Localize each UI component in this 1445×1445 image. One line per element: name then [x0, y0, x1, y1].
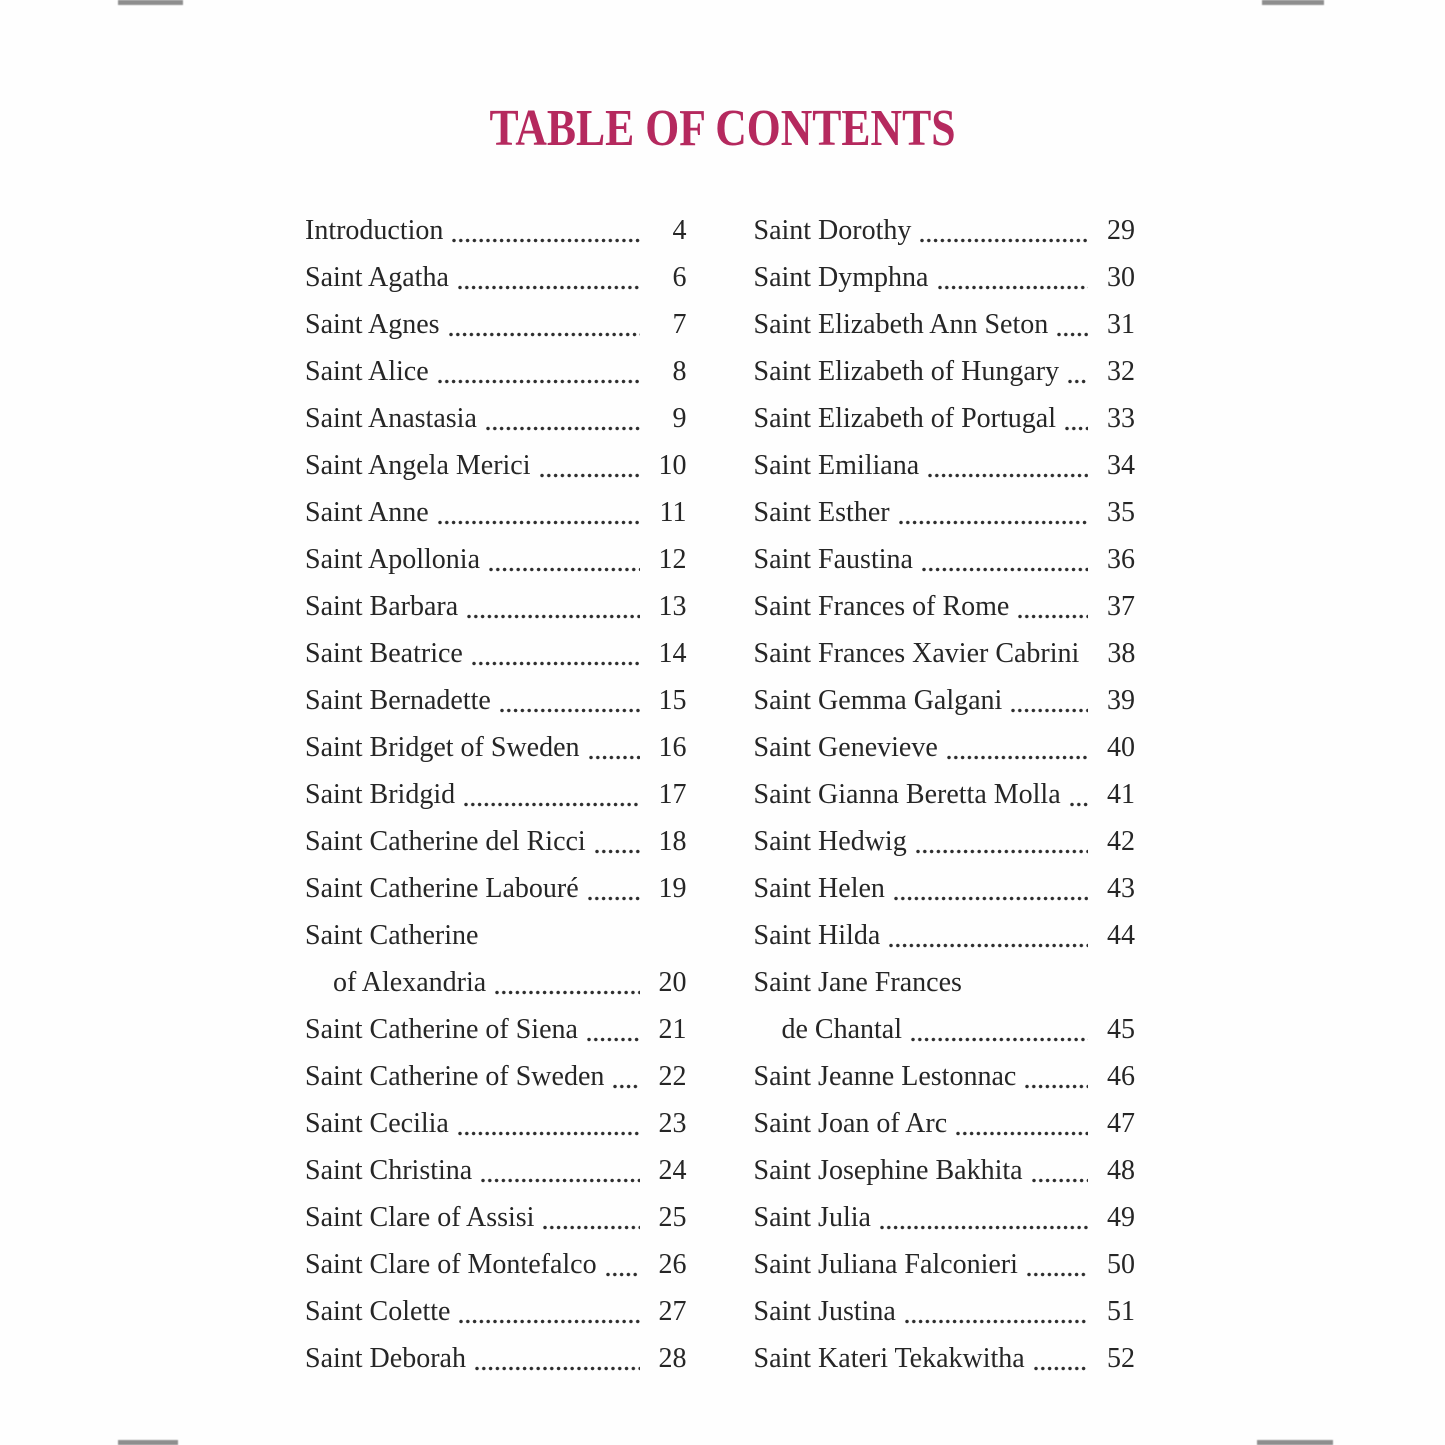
toc-leader-dots — [438, 520, 640, 525]
toc-entry-label: Saint Bridget of Sweden — [305, 731, 580, 763]
toc-entry — [305, 1241, 687, 1288]
toc-entry — [754, 489, 1136, 536]
toc-entry — [305, 1335, 687, 1382]
toc-entry — [754, 1147, 1136, 1194]
toc-entry — [305, 1147, 687, 1194]
toc-entry — [754, 630, 1136, 677]
toc-entry — [305, 1053, 687, 1100]
toc-entry-label: Saint Bernadette — [305, 684, 491, 716]
toc-entry-label: Saint Catherine del Ricci — [305, 825, 586, 857]
toc-entry-page-number: 32 — [1107, 355, 1135, 387]
toc-entry — [754, 348, 1136, 395]
toc-entry-label: Saint Agatha — [305, 261, 449, 293]
toc-entry-label: Saint Gemma Galgani — [753, 684, 1003, 716]
toc-entry-label: Saint Cecilia — [305, 1107, 449, 1139]
toc-entry-label: Saint Faustina — [753, 543, 913, 575]
toc-entry-label: Saint Julia — [753, 1201, 871, 1233]
toc-entry — [754, 1100, 1136, 1147]
toc-leader-dots — [894, 896, 1088, 901]
toc-leader-dots — [1034, 1366, 1088, 1371]
toc-entry — [305, 818, 687, 865]
toc-entry-page-number: 49 — [1107, 1201, 1135, 1233]
toc-entry-page-number: 50 — [1107, 1248, 1135, 1280]
toc-entry-page-number: 19 — [658, 872, 687, 904]
toc-entry-page-number: 35 — [1107, 496, 1135, 528]
toc-entry-page-number: 40 — [1107, 731, 1135, 763]
toc-entry-page-number: 43 — [1107, 872, 1135, 904]
toc-leader-dots — [905, 1319, 1088, 1324]
toc-leader-dots — [1068, 379, 1088, 384]
toc-leader-dots — [472, 661, 640, 666]
toc-entry-page-number: 42 — [1107, 825, 1135, 857]
toc-entry-label: Saint Apollonia — [305, 543, 480, 575]
toc-entry — [305, 348, 687, 395]
toc-entry-label: Saint Emiliana — [753, 449, 920, 481]
page-edge-mark-top-left — [118, 0, 183, 5]
toc-leader-dots — [467, 614, 639, 619]
toc-entry-page-number: 12 — [658, 543, 687, 575]
toc-entry — [305, 771, 687, 818]
toc-entry-page-number: 22 — [658, 1060, 687, 1092]
toc-entry — [305, 677, 687, 724]
toc-leader-dots — [947, 755, 1088, 760]
toc-entry-page-number: 48 — [1107, 1154, 1135, 1186]
toc-entry-label: Saint Angela Merici — [305, 449, 531, 481]
toc-entry — [305, 1100, 687, 1147]
toc-entry — [754, 959, 1136, 1006]
toc-entry-label: Saint Jeanne Lestonnac — [753, 1060, 1017, 1092]
toc-leader-dots — [588, 896, 640, 901]
toc-entry — [305, 536, 687, 583]
toc-entry — [754, 301, 1136, 348]
toc-leader-dots — [1057, 332, 1088, 337]
toc-entry — [305, 724, 687, 771]
toc-leader-dots — [438, 379, 640, 384]
toc-leader-dots — [916, 849, 1088, 854]
toc-entry — [754, 583, 1136, 630]
toc-entry-label: Saint Hilda — [753, 919, 881, 951]
toc-entry-label: Saint Barbara — [305, 590, 459, 622]
toc-entry — [754, 724, 1136, 771]
toc-entry — [754, 207, 1136, 254]
toc-entry-label: Introduction — [305, 214, 444, 246]
toc-leader-dots — [1018, 614, 1088, 619]
toc-entry-label: Saint Elizabeth of Portugal — [753, 402, 1056, 434]
toc-entry — [305, 395, 687, 442]
toc-entry-page-number: 39 — [1107, 684, 1135, 716]
toc-leader-dots — [928, 473, 1088, 478]
toc-entry — [754, 395, 1136, 442]
toc-entry-label: Saint Joan of Arc — [753, 1107, 948, 1139]
toc-entry-label: Saint Elizabeth Ann Seton — [753, 308, 1049, 340]
toc-entry-page-number: 13 — [658, 590, 687, 622]
toc-leader-dots — [1025, 1084, 1088, 1089]
toc-leader-dots — [475, 1366, 640, 1371]
toc-entry — [305, 912, 687, 959]
toc-entry — [754, 254, 1136, 301]
toc-entry-label: Saint Esther — [753, 496, 890, 528]
toc-entry-page-number: 23 — [658, 1107, 687, 1139]
toc-entry-page-number: 27 — [658, 1295, 687, 1327]
toc-entry — [305, 207, 687, 254]
toc-entry-label: Saint Hedwig — [753, 825, 907, 857]
toc-entry-page-number: 41 — [1107, 778, 1135, 810]
toc-leader-dots — [595, 849, 640, 854]
toc-leader-dots — [459, 1319, 639, 1324]
toc-entry-label: Saint Justina — [753, 1295, 896, 1327]
toc-entry — [754, 677, 1136, 724]
toc-entry — [754, 442, 1136, 489]
toc-entry — [754, 1006, 1136, 1053]
toc-entry-label: Saint Gianna Beretta Molla — [753, 778, 1061, 810]
toc-entry-label: Saint Helen — [753, 872, 885, 904]
toc-entry-page-number: 21 — [658, 1013, 687, 1045]
toc-entry-page-number: 25 — [658, 1201, 687, 1233]
toc-entry — [754, 912, 1136, 959]
toc-entry-page-number: 7 — [672, 308, 687, 340]
toc-entry-label: Saint Genevieve — [753, 731, 938, 763]
toc-leader-dots — [880, 1225, 1088, 1230]
toc-entry-label: Saint Catherine — [305, 919, 479, 951]
toc-entry-label: Saint Jane Frances — [753, 966, 962, 998]
toc-leader-dots — [486, 426, 640, 431]
toc-entry — [754, 818, 1136, 865]
toc-leader-dots — [1065, 426, 1088, 431]
toc-entry-page-number: 29 — [1107, 214, 1135, 246]
toc-entry — [754, 536, 1136, 583]
toc-entry-page-number: 20 — [658, 966, 687, 998]
toc-entry — [754, 1194, 1136, 1241]
toc-entry-page-number: 37 — [1107, 590, 1135, 622]
toc-entry-page-number: 10 — [658, 449, 687, 481]
toc-entry-label: Saint Clare of Assisi — [305, 1201, 535, 1233]
toc-entry-page-number: 9 — [672, 402, 687, 434]
toc-entry-page-number: 15 — [658, 684, 687, 716]
toc-leader-dots — [606, 1272, 640, 1277]
toc-entry — [754, 771, 1136, 818]
toc-entry-page-number: 36 — [1107, 543, 1135, 575]
toc-entry — [305, 442, 687, 489]
toc-leader-dots — [911, 1037, 1088, 1042]
toc-entry-label: Saint Dorothy — [753, 214, 912, 246]
toc-entry-page-number: 14 — [658, 637, 687, 669]
toc-leader-dots — [1027, 1272, 1088, 1277]
page-edge-mark-bottom-left — [118, 1440, 178, 1445]
toc-entry-label: Saint Kateri Tekakwitha — [753, 1342, 1025, 1374]
toc-leader-dots — [464, 802, 639, 807]
toc-entry — [754, 1241, 1136, 1288]
toc-entry — [754, 1288, 1136, 1335]
page-title: TABLE OF CONTENTS — [489, 100, 956, 157]
toc-leader-dots — [1011, 708, 1088, 713]
toc-entry-page-number: 16 — [658, 731, 687, 763]
toc-leader-dots — [458, 285, 640, 290]
toc-entry-label: Saint Anne — [305, 496, 429, 528]
toc-entry-page-number: 17 — [658, 778, 687, 810]
toc-entry-page-number: 11 — [659, 496, 687, 528]
toc-leader-dots — [899, 520, 1088, 525]
toc-leader-dots — [449, 332, 640, 337]
toc-column-left — [305, 207, 687, 1382]
toc-entry-page-number: 31 — [1107, 308, 1135, 340]
toc-leader-dots — [452, 238, 639, 243]
toc-entry-page-number: 51 — [1107, 1295, 1135, 1327]
toc-entry-page-number: 6 — [672, 261, 687, 293]
toc-entry-label: of Alexandria — [333, 966, 487, 998]
page-edge-mark-bottom-right — [1257, 1440, 1333, 1445]
toc-columns — [305, 207, 1135, 1382]
toc-leader-dots — [458, 1131, 640, 1136]
toc-entry-label: Saint Dymphna — [753, 261, 929, 293]
toc-entry-page-number: 8 — [672, 355, 687, 387]
toc-leader-dots — [500, 708, 640, 713]
toc-leader-dots — [587, 1037, 640, 1042]
toc-leader-dots — [956, 1131, 1088, 1136]
toc-entry-label: Saint Josephine Bakhita — [753, 1154, 1023, 1186]
toc-entry-page-number: 47 — [1107, 1107, 1135, 1139]
toc-entry-page-number: 4 — [672, 214, 687, 246]
toc-entry-page-number: 45 — [1107, 1013, 1135, 1045]
toc-entry-page-number: 28 — [658, 1342, 687, 1374]
toc-entry — [305, 489, 687, 536]
toc-entry-page-number: 18 — [658, 825, 687, 857]
toc-entry-page-number: 44 — [1107, 919, 1135, 951]
toc-entry — [754, 865, 1136, 912]
toc-entry — [305, 1194, 687, 1241]
page-edge-mark-top-right — [1262, 0, 1324, 5]
toc-entry-label: Saint Beatrice — [305, 637, 463, 669]
toc-entry-label: Saint Alice — [305, 355, 429, 387]
toc-entry-label: Saint Elizabeth of Hungary — [753, 355, 1060, 387]
toc-leader-dots — [481, 1178, 639, 1183]
toc-leader-dots — [543, 1225, 639, 1230]
toc-entry-label: Saint Anastasia — [305, 402, 477, 434]
toc-column-right — [754, 207, 1136, 1382]
toc-leader-dots — [938, 285, 1089, 290]
toc-leader-dots — [495, 990, 639, 995]
toc-entry-page-number: 33 — [1107, 402, 1135, 434]
toc-entry-label: Saint Juliana Falconieri — [753, 1248, 1018, 1280]
toc-entry-page-number: 34 — [1107, 449, 1135, 481]
toc-leader-dots — [540, 473, 640, 478]
toc-entry — [305, 959, 687, 1006]
toc-entry — [305, 583, 687, 630]
toc-entry — [305, 1288, 687, 1335]
toc-entry — [305, 301, 687, 348]
toc-entry-label: Saint Deborah — [305, 1342, 466, 1374]
toc-entry-label: Saint Catherine of Sweden — [305, 1060, 605, 1092]
toc-entry — [754, 1335, 1136, 1382]
toc-entry — [754, 1053, 1136, 1100]
toc-entry-label: Saint Clare of Montefalco — [305, 1248, 597, 1280]
toc-entry — [305, 865, 687, 912]
toc-entry-label: Saint Frances of Rome — [753, 590, 1010, 622]
toc-entry-label: Saint Colette — [305, 1295, 451, 1327]
toc-leader-dots — [613, 1084, 639, 1089]
toc-entry-label: Saint Agnes — [305, 308, 440, 340]
toc-entry-page-number: 38 — [1107, 637, 1135, 669]
toc-leader-dots — [922, 567, 1088, 572]
toc-leader-dots — [1070, 802, 1088, 807]
toc-entry-label: Saint Catherine of Siena — [305, 1013, 578, 1045]
toc-entry-label: Saint Bridgid — [305, 778, 456, 810]
toc-entry-page-number: 24 — [658, 1154, 687, 1186]
toc-entry-label: Saint Catherine Labouré — [305, 872, 579, 904]
toc-leader-dots — [920, 238, 1088, 243]
toc-entry-label: Saint Frances Xavier Cabrini — [753, 637, 1080, 669]
toc-leader-dots — [589, 755, 640, 760]
toc-entry-page-number: 52 — [1107, 1342, 1135, 1374]
toc-entry — [305, 254, 687, 301]
toc-entry-page-number: 30 — [1107, 261, 1135, 293]
toc-entry-label: Saint Christina — [305, 1154, 473, 1186]
toc-leader-dots — [489, 567, 640, 572]
toc-leader-dots — [1032, 1178, 1088, 1183]
toc-entry — [305, 630, 687, 677]
toc-leader-dots — [889, 943, 1088, 948]
toc-entry-page-number: 26 — [658, 1248, 687, 1280]
toc-entry-page-number: 46 — [1107, 1060, 1135, 1092]
toc-entry-label: de Chantal — [781, 1013, 903, 1045]
toc-entry — [305, 1006, 687, 1053]
